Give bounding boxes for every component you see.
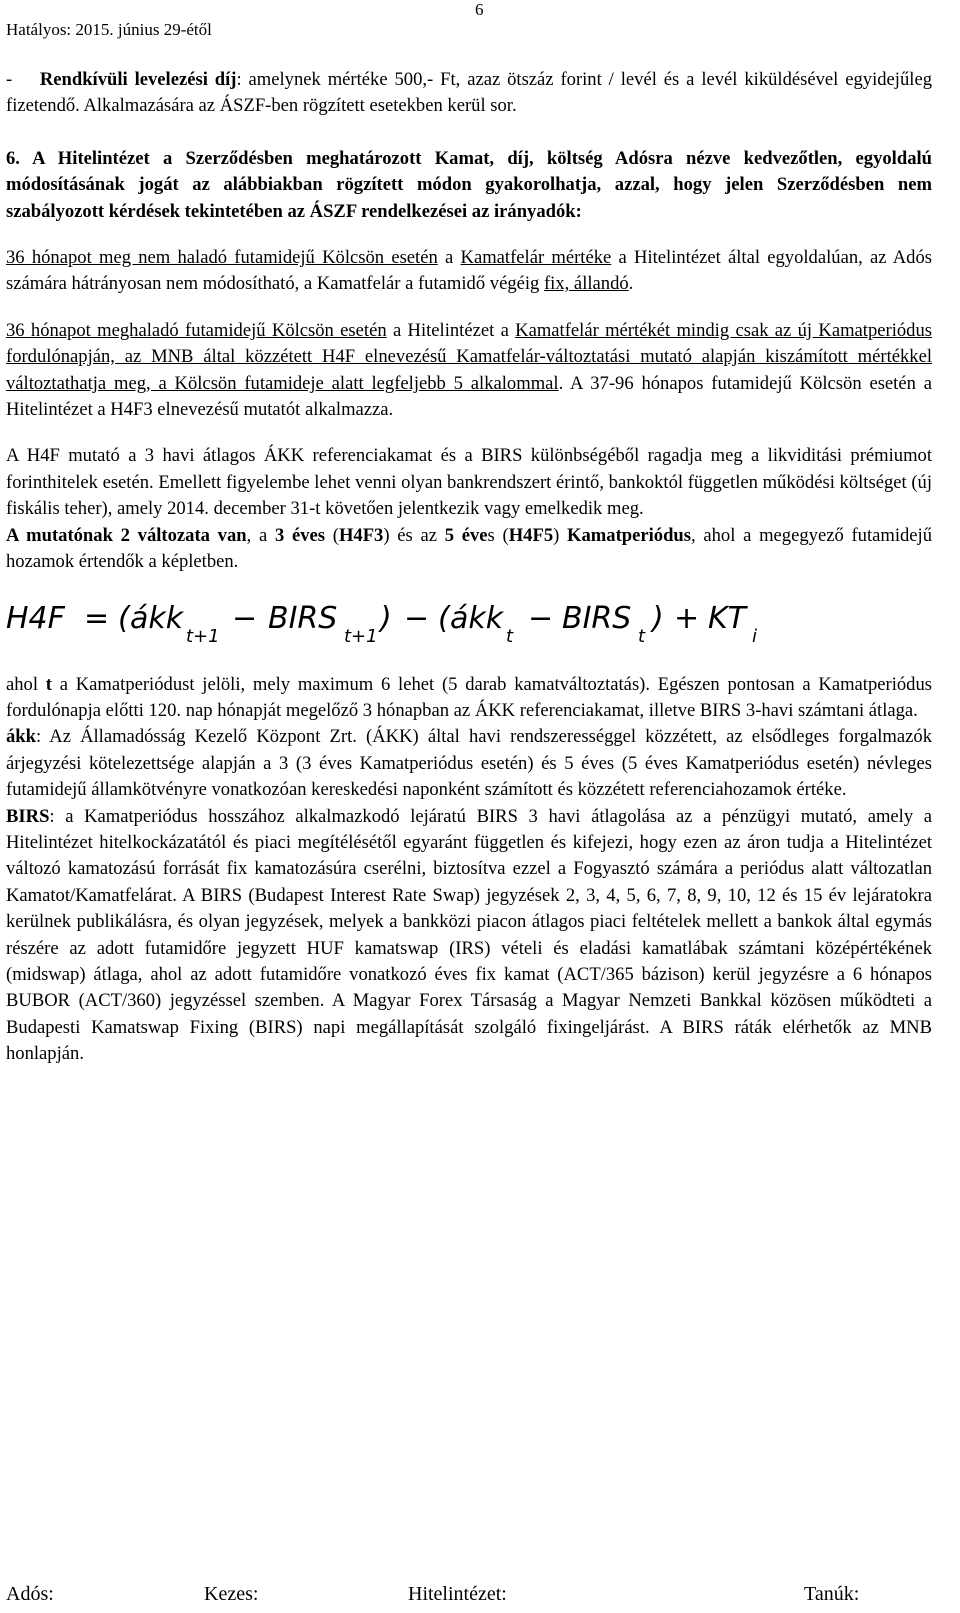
plain-text: a Hitelintézet által egyoldalúan, az Adós számára hátrányosan nem módosítható, a Kamatfelár a futamidő végéig [6,247,932,295]
plain-text: ) és az [383,524,445,546]
plain-text: . A 37-96 hónapos futamidejű Kölcsön esetén a Hitelintézet a H4F3 elnevezésű mutatót alkalmazza. [6,372,932,421]
plain-text: a Kamatperiódust jelöli, mely maximum 6 lehet (5 darab kamatváltoztatás). Egészen pontosan a Kamatperiódus fordulónapja előtti 120. nap hónapját megelőző 3 hónapban az ÁKK referenciakamat, illetve BIRS 3-havi számtani átlaga. [6,673,932,721]
plain-text: s ( [487,524,509,546]
plain-text: ahol [6,673,46,695]
signature-label-guarantor: Kezes: [204,1583,259,1605]
paragraph-variants [6,523,932,576]
formula-subscript: t [506,625,514,647]
formula-kt: KT [708,600,746,636]
underlined-text: Kamatfelár mértékét mindig csak az új Kamatperiódus fordulónapján, az MNB által közzétett H4F elnevezésű Kamatfelár-változtatási mutató alapján kiszámított mértékkel változtathatja meg, a Kölcsön futamideje alatt legfeljebb 5 alkalommal [6,319,933,394]
plain-text: a [437,247,461,269]
bold-text: A mutatónak 2 változata van [6,524,247,546]
section-6-paragraph: 6. A Hitelintézet a Szerződésben meghatározott Kamat, díj, költség Adósra nézve kedvezőtlen, egyoldalú módosításának jogát az alábbiakban rögzített módon gyakorolhatja, azzal, hogy jelen Szerződésben nem szabályozott kérdések tekintetében az ÁSZF rendelkezései az irányadók: [6,147,932,222]
formula-birs: BIRS [562,600,632,636]
bold-text: Kamatperiódus [567,524,692,546]
underlined-text: 36 hónapot meg nem haladó futamidejű Kölcsön esetén [6,247,438,269]
formula-paren: ( [438,600,450,636]
formula-minus: − [232,600,258,636]
paragraph-36-months [6,245,932,298]
signature-label-debtor: Adós: [6,1583,54,1605]
paragraph-t-definition [6,672,932,725]
formula-birs: BIRS [268,600,338,636]
formula-minus: − [404,600,430,636]
paragraph-akk-definition [6,724,932,803]
list-dash: - [6,69,13,90]
underlined-text: fix, állandó [543,273,629,295]
plain-text: : a Kamatperiódus hosszához alkalmazkodó lejáratú BIRS 3 havi átlagolása az a pénzügyi mutató, amely a Hitelintézet hitelkockázatától és piaci megítélésétől egyaránt független és kifejezi, hogy ezen az áron tudja a Hitelintézet változó kamatozású forrását fix kamatozásúra cserélni, biztosítva ezzel a Fogyasztó számára a periódus alatt változatlan Kamatot/Kamatfelárat. A BIRS (Budapest Interest Rate Swap) jegyzések 2, 3, 4, 5, 6, 7, 8, 9, 10, 12 és 15 év lejáratokra kerülnek publikálásra, és olyan jegyzések, melyek a bankközi piacon átlagos piaci feltételek mellett a bankok által egymás részére az adott futamidőre jegyzett HUF kamatswap (IRS) vételi és eladási kamatlábak számtani középértékének (midswap) átlaga, ahol az adott futamidőre vonatkozó éves fix kamat (ACT/365 bázison) kerül jegyzésre a 6 hónapos BUBOR (ACT/360) jegyzéssel szemben. A Magyar Forex Társaság a Magyar Nemzeti Bankkal közösen működteti a Budapesti Kamatswap Fixing (BIRS) napi megállapítását szolgáló fixingeljárást. A BIRS ráták elérhetők az MNB honlapján. [6,805,932,1065]
formula-equals: = [84,600,110,636]
document-body [6,67,932,1068]
plain-text: : Az Államadósság Kezelő Központ Zrt. (ÁKK) által havi rendszerességgel közzétett, az elsődleges forgalmazók árjegyzési kötelezettsége alapján a 3 (3 éves Kamatperiódus esetén) és 5 éves (5 éves Kamatperiódus esetén) névleges futamidejű államkötvényre vonatkozóan kereskedési naponként számított és közzétett referenciahozamok értéke. [6,726,932,801]
h4f-formula [6,576,932,672]
plain-text: . [628,273,634,295]
underlined-text: Kamatfelár mértéke [460,247,612,269]
formula-paren: ) [380,600,392,636]
signature-footer [6,1583,932,1613]
signature-label-bank: Hitelintézet: [408,1583,507,1605]
plain-text: , ahol a megegyező futamidejű hozamok értendők a képletben. [6,524,933,573]
bold-text: 3 éves [274,524,326,546]
fee-term: Rendkívüli levelezési díj [39,69,237,90]
formula-subscript: t [638,625,646,647]
paragraph-h4f-definition: A H4F mutató a 3 havi átlagos ÁKK referenciakamat és a BIRS különbségéből ragadja meg a likviditási prémiumot forinthitelek esetén. Emellett figyelembe lehet venni olyan bankrendszert érintő, bankoktól független működési költséget (új fiskális teher), amely 2014. december 31-t követően jelentkezik vagy emelkedik meg. [6,445,932,520]
plain-text: , a [246,524,275,546]
formula-plus: + [674,600,700,636]
formula-graphic [6,598,786,658]
fee-description: : amelynek mértéke 500,- Ft, azaz ötszáz forint / levél és a levél kiküldésével egyidejűleg fizetendő. Alkalmazására az ÁSZF-ben rögzített esetekben kerül sor. [6,69,932,117]
bold-text: ákk [6,726,36,748]
formula-subscript: i [752,625,758,647]
plain-text: ) [553,524,568,546]
bold-text: H4F3 [338,524,384,546]
effective-date-header: Hatályos: 2015. június 29-étől [6,20,212,39]
formula-akk: ákk [450,600,504,636]
formula-lhs: H4F [6,600,65,636]
formula-paren: ( [118,600,130,636]
plain-text: a Hitelintézet a [386,319,516,341]
bold-text: t [45,673,52,695]
formula-subscript: t+1 [344,625,378,647]
paragraph-birs-definition [6,804,932,1068]
formula-subscript: t+1 [186,625,220,647]
formula-minus: − [528,600,554,636]
bold-text: BIRS [6,805,50,827]
bold-text: H4F5 [508,524,554,546]
formula-akk: ákk [130,600,184,636]
fee-item-paragraph [6,67,932,120]
signature-label-witnesses: Tanúk: [804,1583,860,1605]
page-number: 6 [475,0,484,19]
underlined-text: 36 hónapot meghaladó futamidejű Kölcsön esetén [6,319,387,341]
paragraph-over-36-months [6,318,932,424]
bold-text: 5 éve [444,524,488,546]
plain-text: ( [325,524,339,546]
formula-paren: ) [652,600,664,636]
